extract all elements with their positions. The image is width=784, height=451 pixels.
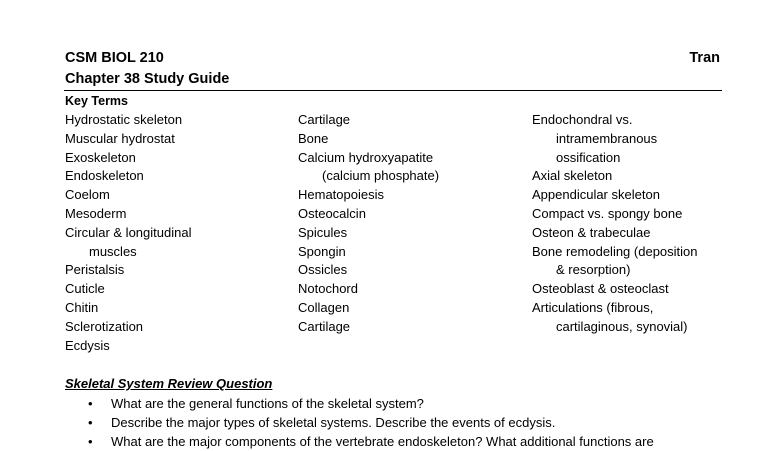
key-term: Exoskeleton [65,149,136,165]
bullet-icon: • [88,415,93,430]
key-term: Muscular hydrostat [65,130,175,146]
key-term: Ossicles [298,262,348,278]
key-term: Bone [298,130,329,146]
key-term: Peristalsis [65,262,125,278]
key-term: Calcium hydroxyapatite [298,149,434,165]
key-term: Compact vs. spongy bone [532,205,683,221]
key-term: Endochondral vs. [532,112,633,127]
review-question-text: What are the general functions of the skeletal system? [111,396,424,411]
key-terms-column-1 [65,111,191,355]
key-term: Spongin [298,243,346,259]
key-term: Cuticle [65,281,105,297]
key-term: Chitin [65,299,99,315]
key-term: Articulations (fibrous, [532,299,654,315]
key-term: Osteoblast & osteoclast [532,281,669,297]
key-term: ossification [556,149,621,165]
key-term: Endoskeleton [65,168,144,184]
key-term: Circular & longitudinal [65,224,192,240]
key-term: Ecdysis [65,337,110,353]
key-terms-heading: Key Terms [65,94,128,108]
key-term: muscles [89,243,137,259]
bullet-icon: • [88,434,93,449]
instructor-name: Tran [689,50,720,66]
key-term: Appendicular skeleton [532,187,660,203]
key-term: Cartilage [298,112,351,127]
key-term: Spicules [298,224,348,240]
key-term: Collagen [298,299,350,315]
key-term: Notochord [298,281,358,297]
review-question [88,394,654,413]
key-term: cartilaginous, synovial) [556,318,688,334]
key-term: Hematopoiesis [298,187,384,203]
header-divider [64,90,722,91]
review-section-title: Skeletal System Review Question [65,376,273,391]
key-term: Hydrostatic skeleton [65,112,183,127]
key-term: Osteon & trabeculae [532,224,651,240]
course-title: CSM BIOL 210 [65,50,164,66]
key-term: Sclerotization [65,318,144,334]
review-question-text: What are the major components of the vertebrate endoskeleton? What additional functions are [111,434,654,449]
key-term: Mesoderm [65,205,127,221]
key-term: Osteocalcin [298,205,366,221]
key-term: Cartilage [298,318,351,334]
review-question-list [88,394,654,451]
key-term: Bone remodeling (deposition [532,243,698,259]
bullet-icon: • [88,396,93,411]
review-question [88,413,654,432]
key-term: Axial skeleton [532,168,613,184]
chapter-title: Chapter 38 Study Guide [65,71,230,87]
review-question [88,432,654,451]
key-terms-column-2 [298,111,439,337]
key-term: (calcium phosphate) [322,168,440,184]
key-terms-column-3 [532,111,698,337]
key-term: & resorption) [556,262,631,278]
key-term: Coelom [65,187,110,203]
review-question-text: Describe the major types of skeletal systems. Describe the events of ecdysis. [111,415,556,430]
key-term: intramembranous [556,130,658,146]
